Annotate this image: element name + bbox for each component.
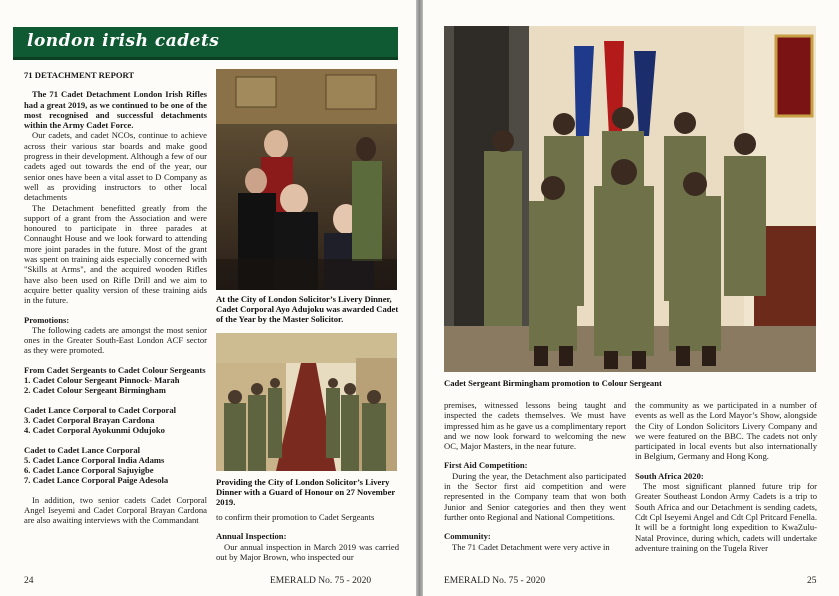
- inspection-heading: Annual Inspection:: [216, 531, 287, 542]
- livery-dinner-photo: [216, 69, 397, 290]
- report-heading: 71 DETACHMENT REPORT: [24, 70, 135, 80]
- promotion-item: 6. Cadet Lance Corporal Sajuyigbe: [24, 465, 154, 476]
- guard-of-honour-photo: [216, 333, 397, 471]
- page-number-right: 25: [807, 576, 817, 586]
- closing-paragraph: In addition, two senior cadets Cadet Corporal Angel Iseyemi and Cadet Corporal Brayan Cardona are also awaiting interviews with the Commandant: [24, 494, 207, 526]
- promotion-group-heading: From Cadet Sergeants to Cadet Colour Sergeants: [24, 364, 206, 375]
- promotion-item: 2. Cadet Colour Sergeant Birmingham: [24, 385, 166, 396]
- promotion-group-heading: Cadet Lance Corporal to Cadet Corporal: [24, 404, 177, 415]
- continuation-text: to confirm their promotion to Cadet Sergeants: [216, 512, 375, 522]
- page-number-left: 24: [24, 576, 34, 586]
- firstaid-heading: First Aid Competition:: [444, 460, 528, 471]
- report-paragraph: Our cadets, and cadet NCOs, continue to achieve across their various star boards and make good progress in their development. Although a few of our cadets aged out towards the end of the year, our senior ones have been a vital asset to D Company as well as providing instructors to other local detachments: [24, 130, 207, 203]
- report-intro: The 71 Cadet Detachment London Irish Rifles had a great 2019, as we continued to be one of the most recognised and successful detachments within the Army Cadet Force.: [24, 89, 207, 131]
- report-paragraph: The Detachment benefitted greatly from the support of a grant from the Association and were honoured to participate in three parades at Connaught House and we look forward to attending more joint parades in the future. Most of the grant was spent on training aids especially concerned with "Skills at Arms", and the acquired wooden Rifles have also been used on Rifle Drill and we aim to acquire better quality version of these training aids in the future.: [24, 202, 207, 306]
- promotions-heading: Promotions:: [24, 314, 70, 325]
- magazine-footer-left: EMERALD No. 75 - 2020: [270, 576, 372, 586]
- left-page: [0, 0, 416, 596]
- left-column-1: [24, 70, 207, 526]
- inspection-text: Our annual inspection in March 2019 was carried out by Major Brown, who inspected our: [216, 541, 399, 562]
- left-column-2-text: [216, 512, 399, 562]
- promotion-item: 5. Cadet Lance Corporal India Adams: [24, 454, 165, 465]
- promotion-item: 7. Cadet Lance Corporal Paige Adesola: [24, 475, 169, 486]
- promotion-item: 1. Cadet Colour Sergeant Pinnock- Marah: [24, 375, 180, 386]
- guard-of-honour-caption: Providing the City of London Solicitor’s Livery Dinner with a Guard of Honour on 27 November 2019.: [216, 477, 396, 507]
- promotions-text: The following cadets are amongst the most senior ones in the Greater South-East London ACF sector as they were promoted.: [24, 324, 207, 356]
- magazine-footer-right: EMERALD No. 75 - 2020: [444, 576, 546, 586]
- community-text: The 71 Cadet Detachment were very active in: [452, 541, 610, 552]
- community-continuation: the community as we participated in a number of events as well as the Lord Mayor’s Show, alongside the City of London Solicitors Livery Company and we were featured on the BBC. The cadets not only participated in local events but also internationally in Belgium, Germany and Hong Kong.: [635, 400, 817, 462]
- page-gutter: [416, 0, 423, 596]
- promotion-item: 4. Cadet Corporal Ayokunmi Odujoko: [24, 425, 165, 436]
- cadets-group-photo: [444, 26, 816, 372]
- community-heading: Community:: [444, 531, 491, 542]
- right-column-1: [444, 400, 626, 552]
- southafrica-text: The most significant planned future trip for Greater Southeast London Army Cadets is a trip to South Africa and our Detachment is sending cadets, Cdt Cpl Iseyemi Angel and Cdt Cpl Pritcard Fenella. It will be a fortnight long expedition to KwaZulu-Natal Province, during which, cadets will undertake adventure training on the Tugela River: [635, 481, 817, 553]
- firstaid-text: During the year, the Detachment also participated in the Sector first aid competition and were represented in the Company team that won both Junior and Senior categories and then they went further onto Regional and National Competitions.: [444, 470, 626, 522]
- promotion-group-heading: Cadet to Cadet Lance Corporal: [24, 444, 140, 455]
- right-column-2: [635, 400, 817, 553]
- right-page: [423, 0, 839, 596]
- promotion-item: 3. Cadet Corporal Brayan Cardona: [24, 414, 155, 425]
- inspection-continuation: premises, witnessed lessons being taught and inspected the cadets themselves. We must have impressed him as he gave us a complimentary report and we now look forward to welcoming the new OC, Major Masters, in the near future.: [444, 400, 626, 452]
- group-photo-caption: Cadet Sergeant Birmingham promotion to Colour Sergeant: [444, 378, 662, 388]
- banner-title: london irish cadets: [27, 31, 220, 51]
- livery-dinner-caption: At the City of London Solicitor’s Livery Dinner, Cadet Corporal Ayo Adujoku was awarded Cadet of the Year by the Master Solicitor.: [216, 294, 399, 324]
- southafrica-heading: South Africa 2020:: [635, 470, 704, 481]
- section-banner: [13, 27, 398, 60]
